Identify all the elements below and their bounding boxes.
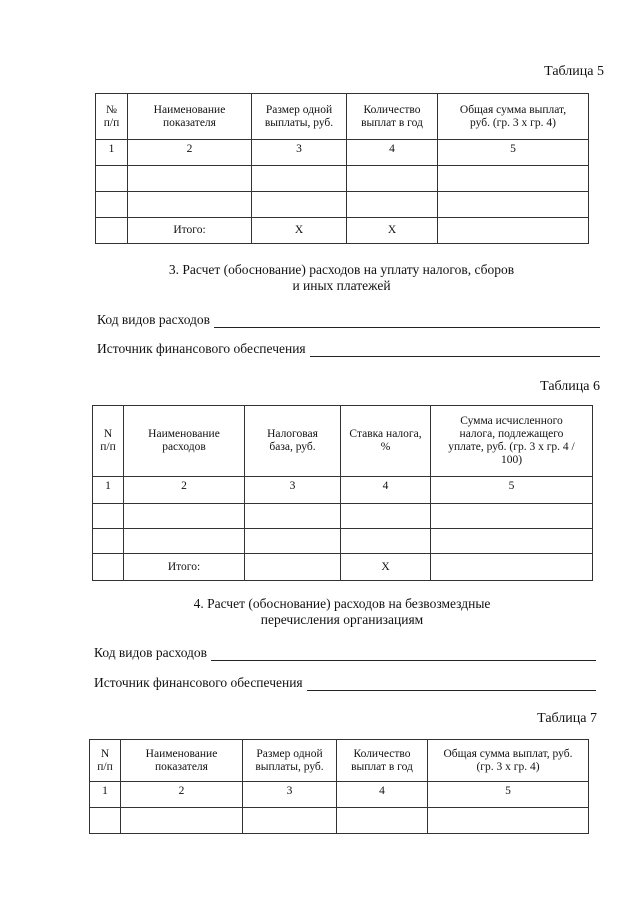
table7-cell[interactable] xyxy=(428,808,589,834)
table5-cell[interactable] xyxy=(438,192,589,218)
section3-source-label: Источник финансового обеспечения xyxy=(97,341,306,356)
table5-cell[interactable] xyxy=(438,166,589,192)
table6-cell[interactable] xyxy=(341,504,431,529)
table6-col-number: 5 xyxy=(431,477,593,504)
section4-code-label: Код видов расходов xyxy=(94,645,208,660)
table6-cell[interactable] xyxy=(124,504,245,529)
table7-col-number: 4 xyxy=(337,782,428,808)
section3-title xyxy=(95,262,588,294)
table6-cell[interactable] xyxy=(341,529,431,554)
table5-cell xyxy=(96,218,128,244)
table5-cell[interactable] xyxy=(96,192,128,218)
section4-source-label: Источник финансового обеспечения xyxy=(94,675,303,690)
section3-title-line2: и иных платежей xyxy=(292,278,391,293)
table6-total-row xyxy=(93,554,593,581)
table5-cell[interactable] xyxy=(252,166,347,192)
table7-header-payment-size: Размер одной выплаты, руб. xyxy=(243,740,337,782)
table5-caption: Таблица 5 xyxy=(544,64,604,79)
table6-col-number: 4 xyxy=(341,477,431,504)
table7-col-number: 3 xyxy=(243,782,337,808)
section4-title-line2: перечисления организациям xyxy=(260,612,424,627)
table5-cell[interactable] xyxy=(96,166,128,192)
table6-cell[interactable] xyxy=(431,529,593,554)
table7-header-num: N п/п xyxy=(90,740,121,782)
table5-header-count: Количество выплат в год xyxy=(347,94,438,140)
table5-total-row xyxy=(96,218,589,244)
table7-cell[interactable] xyxy=(243,808,337,834)
table6-total-x: X xyxy=(341,554,431,581)
section3-title-line1: 3. Расчет (обоснование) расходов на уплату налогов, сборов xyxy=(168,262,515,277)
table5-total-label: Итого: xyxy=(128,218,252,244)
table7-header-total: Общая сумма выплат, руб. (гр. 3 х гр. 4) xyxy=(428,740,589,782)
table5-cell[interactable] xyxy=(252,192,347,218)
table7-header-count: Количество выплат в год xyxy=(337,740,428,782)
table5-col-number: 5 xyxy=(438,140,589,166)
table6-caption: Таблица 6 xyxy=(540,379,600,394)
table6-cell[interactable] xyxy=(431,504,593,529)
table7-header-row xyxy=(90,740,589,782)
table6-total-cell[interactable] xyxy=(245,554,341,581)
table7-cell[interactable] xyxy=(337,808,428,834)
table7-cell[interactable] xyxy=(121,808,243,834)
table6-cell[interactable] xyxy=(93,529,124,554)
table5-cell[interactable] xyxy=(128,192,252,218)
table5-col-number: 1 xyxy=(96,140,128,166)
table6-cell xyxy=(93,554,124,581)
table6-cell[interactable] xyxy=(93,504,124,529)
section3-code-field xyxy=(97,312,600,328)
table6 xyxy=(92,405,593,581)
table7-col-number: 2 xyxy=(121,782,243,808)
table5-cell[interactable] xyxy=(128,166,252,192)
table5-empty-row xyxy=(96,192,589,218)
table5-col-number: 3 xyxy=(252,140,347,166)
table6-header-num: N п/п xyxy=(93,406,124,477)
table5-number-row xyxy=(96,140,589,166)
section3-code-label: Код видов расходов xyxy=(97,312,211,327)
table5-cell[interactable] xyxy=(347,192,438,218)
table6-col-number: 3 xyxy=(245,477,341,504)
table5-header-num: № п/п xyxy=(96,94,128,140)
table5-total-x: X xyxy=(347,218,438,244)
table6-empty-row xyxy=(93,529,593,554)
table7-cell[interactable] xyxy=(90,808,121,834)
section4-code-line[interactable] xyxy=(211,649,596,661)
table6-empty-row xyxy=(93,504,593,529)
section3-source-field xyxy=(97,341,600,357)
section4-source-line[interactable] xyxy=(307,679,596,691)
table7-col-number: 1 xyxy=(90,782,121,808)
table6-total-cell[interactable] xyxy=(431,554,593,581)
table6-header-name: Наименование расходов xyxy=(124,406,245,477)
table5 xyxy=(95,93,589,244)
section4-title xyxy=(92,596,592,628)
table5-total-x: X xyxy=(252,218,347,244)
table7-caption: Таблица 7 xyxy=(537,711,597,726)
table7-empty-row xyxy=(90,808,589,834)
table6-col-number: 1 xyxy=(93,477,124,504)
section4-code-field xyxy=(94,645,596,661)
table6-total-label: Итого: xyxy=(124,554,245,581)
table6-header-tax-base: Налоговая база, руб. xyxy=(245,406,341,477)
table5-header-total: Общая сумма выплат, руб. (гр. 3 х гр. 4) xyxy=(438,94,589,140)
table5-col-number: 4 xyxy=(347,140,438,166)
table5-col-number: 2 xyxy=(128,140,252,166)
table7 xyxy=(89,739,589,834)
section3-source-line[interactable] xyxy=(310,345,600,357)
table6-number-row xyxy=(93,477,593,504)
section4-source-field xyxy=(94,675,596,691)
section4-title-line1: 4. Расчет (обоснование) расходов на безвозмездные xyxy=(193,596,491,611)
table7-number-row xyxy=(90,782,589,808)
table5-total-cell[interactable] xyxy=(438,218,589,244)
section3-code-line[interactable] xyxy=(214,316,600,328)
table5-empty-row xyxy=(96,166,589,192)
table6-cell[interactable] xyxy=(124,529,245,554)
table7-header-name: Наименование показателя xyxy=(121,740,243,782)
table6-cell[interactable] xyxy=(245,504,341,529)
table6-col-number: 2 xyxy=(124,477,245,504)
table6-header-tax-sum: Сумма исчисленного налога, подлежащего уплате, руб. (гр. 3 х гр. 4 / 100) xyxy=(431,406,593,477)
table5-header-row xyxy=(96,94,589,140)
table5-header-name: Наименование показателя xyxy=(128,94,252,140)
table6-header-tax-rate: Ставка налога, % xyxy=(341,406,431,477)
table6-cell[interactable] xyxy=(245,529,341,554)
table7-col-number: 5 xyxy=(428,782,589,808)
table5-header-payment-size: Размер одной выплаты, руб. xyxy=(252,94,347,140)
table5-cell[interactable] xyxy=(347,166,438,192)
table6-header-row xyxy=(93,406,593,477)
